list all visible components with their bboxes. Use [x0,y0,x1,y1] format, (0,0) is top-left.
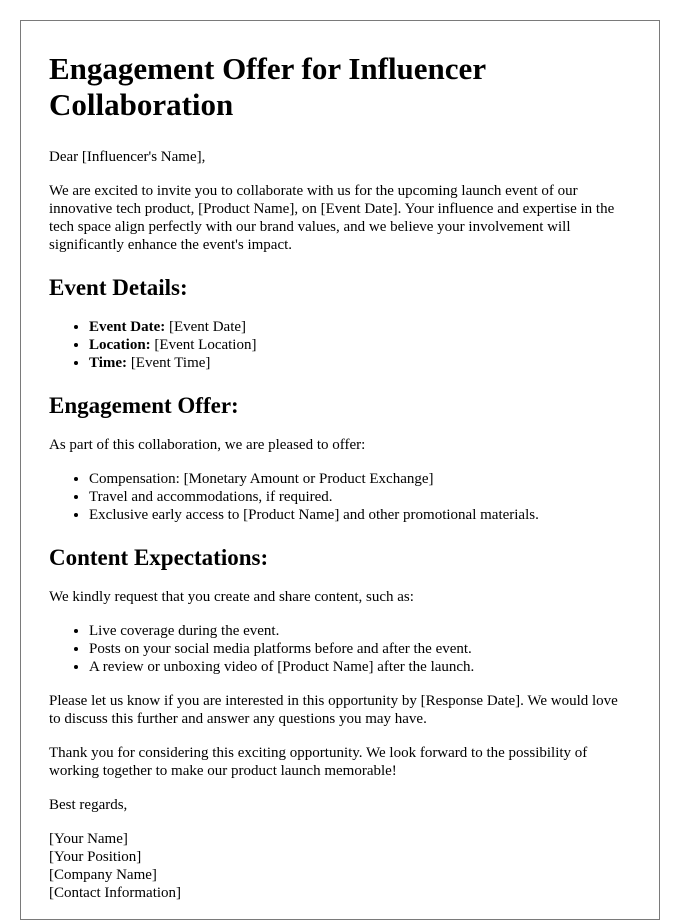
signature-name: [Your Name] [49,831,128,847]
item-value: [Event Location] [150,337,257,353]
list-item: • A review or unboxing video of [Product Name] after the launch. [89,658,631,676]
event-details-list [49,318,631,372]
list-item: • Travel and accommodations, if required. [89,488,631,506]
engagement-offer-intro: As part of this collaboration, we are pleased to offer: [49,437,366,453]
list-item: • Exclusive early access to [Product Name] and other promotional materials. [89,506,631,524]
event-details-heading: Event Details: [49,275,188,300]
list-item: • Compensation: [Monetary Amount or Product Exchange] [89,470,631,488]
list-item [89,336,631,354]
signature-block [49,830,631,902]
item-label: Location: [89,337,151,353]
letter-title: Engagement Offer for Influencer Collaboration [49,51,486,122]
engagement-offer-list [49,470,631,524]
list-item: • Posts on your social media platforms before and after the event. [89,640,631,658]
signature-contact: [Contact Information] [49,885,182,901]
list-item [89,318,631,336]
closing: Best regards, [49,797,128,813]
item-value: [Event Date] [165,319,247,335]
signature-company: [Company Name] [49,867,157,883]
item-label: Event Date: [89,319,166,335]
content-expectations-heading: Content Expectations: [49,545,269,570]
intro-paragraph: We are excited to invite you to collaborate with us for the upcoming launch event of our innovative tech product, [Product Name], on [Event Date]. Your influence and expertise in the tech space align perfectly with our brand values, and we believe your involvement will significantly enhance the event's impact. [49,183,615,253]
content-expectations-intro: We kindly request that you create and share content, such as: [49,589,414,605]
letter-page [20,20,660,920]
signature-position: [Your Position] [49,849,142,865]
content-expectations-list [49,622,631,676]
item-value: [Event Time] [127,355,211,371]
engagement-offer-heading: Engagement Offer: [49,393,239,418]
greeting: Dear [Influencer's Name], [49,149,206,165]
list-item: • Live coverage during the event. [89,622,631,640]
response-paragraph: Please let us know if you are interested in this opportunity by [Response Date]. We would love to discuss this further and answer any questions you may have. [49,693,618,727]
item-label: Time: [89,355,128,371]
list-item [89,354,631,372]
thanks-paragraph: Thank you for considering this exciting opportunity. We look forward to the possibility of working together to make our product launch memorable! [49,745,588,779]
